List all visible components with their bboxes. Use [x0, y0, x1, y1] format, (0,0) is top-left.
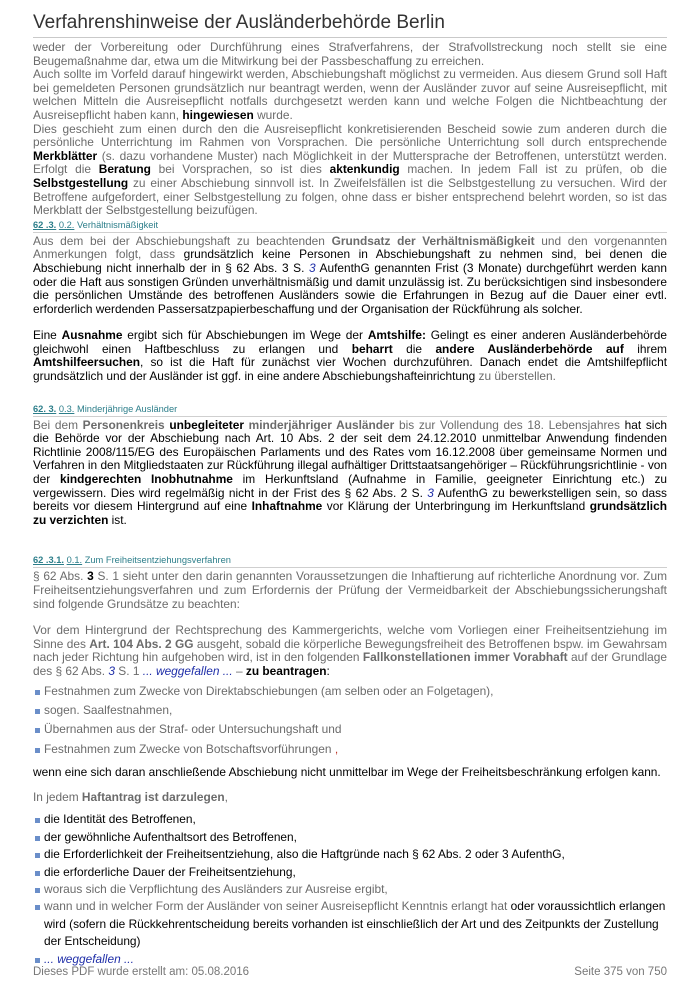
- list-item: die erforderliche Dauer der Freiheitsentziehung,: [33, 864, 667, 881]
- section-heading-verhaeltnismaessigkeit: 62 .3. 0.2. Verhältnismäßigkeit: [33, 219, 667, 233]
- verhaeltnismaessigkeit-paragraph: Aus dem bei der Abschiebungshaft zu beachtenden Grundsatz der Verhältnismäßigkeit und den vorgenannten Anmerkungen folgt, dass grundsätzlich keine Personen in Abschiebungshaft zu nehmen sind, bei denen die Abschiebung nicht innerhalb der in § 62 Abs. 3 S. 3 AufenthG genannten Frist (3 Monate) durchgeführt werden kann oder die Haft aus sonstigen Gründen unverhältnismäßig und damit unzulässig ist. Zu berücksichtigen sind insbesondere die persönlichen Umstände des betroffenen Ausländers sowie die Erfahrungen in Bezug auf die Dauer einer evtl. erforderlich werdenden Passersatzpapierbeschaffung und der Organisation der Rückführung als solcher.: [33, 233, 667, 316]
- list-item: ... weggefallen ...: [33, 951, 667, 968]
- list-item: der gewöhnliche Aufenthaltsort des Betroffenen,: [33, 829, 667, 846]
- page-footer: [33, 966, 667, 978]
- page-title: Verfahrenshinweise der Ausländerbehörde Berlin: [33, 12, 445, 33]
- header-divider: [33, 37, 667, 38]
- list-item: Festnahmen zum Zwecke von Botschaftsvorführungen ,: [33, 740, 667, 759]
- section-heading-minderjaehrige: 62. 3. 0.3. Minderjährige Ausländer: [33, 403, 667, 417]
- document-body: [33, 41, 667, 968]
- footer-page-number: Seite 375 von 750: [574, 966, 667, 978]
- vorabhaft-paragraph: Vor dem Hintergrund der Rechtsprechung des Kammergerichts, welche vom Vorliegen einer Freiheitsentziehung im Sinne des Art. 104 Abs. 2 GG ausgeht, sobald die körperliche Bewegungsfreiheit des Betroffenen bspw. im Gewahrsam nach jeder Richtung hin aufgehoben wird, ist in den folgenden Fallkonstellationen immer Vorabhaft auf der Grundlage des § 62 Abs. 3 S. 1 ... weggefallen ... – zu beantragen:: [33, 623, 667, 678]
- haftantrag-paragraph: In jedem Haftantrag ist darzulegen,: [33, 789, 228, 804]
- freiheitsentziehung-intro: § 62 Abs. 3 S. 1 sieht unter den darin genannten Voraussetzungen die Inhaftierung auf richterliche Anordnung vor. Zum Freiheitsentziehungsverfahren und zum Erfordernis der Prüfung der Vermeidbarkeit der Abschiebungssicherungshaft sind folgende Grundsätze zu beachten:: [33, 569, 667, 611]
- list-item: wann und in welcher Form der Ausländer von seiner Ausreisepflicht Kenntnis erlangt hat oder voraussichtlich erlangen wird (sofern die Rückkehrentscheidung bereits vorhanden ist einschließlich der Art und des Zeitpunkts der Zustellung der Entscheidung): [33, 898, 667, 950]
- list-item: woraus sich die Verpflichtung des Ausländers zur Ausreise ergibt,: [33, 881, 667, 898]
- intro-paragraph-3: Dies geschieht zum einen durch den die Ausreisepflicht konkretisierenden Bescheid sowie zum anderen durch die persönliche Unterrichtung im Rahmen von Vorsprachen. Die persönliche Unterrichtung soll durch entsprechende Merkblätter (s. dazu vorhandene Muster) nach Möglichkeit in der Muttersprache der Betroffenen, unterstützt werden. Erfolgt die Beratung bei Vorsprachen, so ist dies aktenkundig machen. In jedem Fall ist zu prüfen, ob die Selbstgestellung zu einer Abschiebung sinnvoll ist. In Zweifelsfällen ist die Selbstgestellung zu versuchen. Wird der Betroffene aufgefordert, einer Selbstgestellung zu folgen, ohne dass er bisher entsprechend belehrt worden, so ist das Merkblatt der Selbstgestellung beizufügen.: [33, 121, 667, 218]
- intro-paragraph-1: weder der Vorbereitung oder Durchführung eines Strafverfahrens, der Strafvollstreckung noch stellt sie eine Beugemaßnahme dar, etwa um die Mitwirkung bei der Passbeschaffung zu erreichen.: [33, 40, 667, 68]
- footer-created-date: Dieses PDF wurde erstellt am: 05.08.2016: [33, 966, 250, 978]
- list-item: die Identität des Betroffenen,: [33, 811, 667, 828]
- unmittelbar-paragraph: wenn eine sich daran anschließende Abschiebung nicht unmittelbar im Wege der Freiheitsbeschränkung erfolgen kann.: [33, 765, 661, 780]
- amtshilfe-paragraph: Eine Ausnahme ergibt sich für Abschiebungen im Wege der Amtshilfe: Gelingt es einer anderen Ausländerbehörde gleichwohl einen Haftbeschluss zu erlangen und beharrt die andere Ausländerbehörde auf ihrem Amtshilfeersuchen, so ist die Haft für zunächst vier Wochen durchzuführen. Danach endet die Amtshilfepflicht grundsätzlich und der Ausländer ist ggf. in eine andere Abschiebungshafteinrichtung zu überstellen.: [33, 328, 667, 384]
- intro-paragraph-2: Auch sollte im Vorfeld darauf hingewirkt werden, Abschiebungshaft möglichst zu vermeiden. Aus diesem Grund soll Haft bei gemeldeten Personen grundsätzlich nur beantragt werden, wenn der Ausländer zuvor auf seine Ausreisepflicht, mit welchen Mitteln die Ausreisepflicht notfalls durchgesetzt werden kann und welche Folgen die Nichtbeachtung der Ausreisepflicht haben kann, hingewiesen wurde.: [33, 67, 667, 122]
- list-item: die Erforderlichkeit der Freiheitsentziehung, also die Haftgründe nach § 62 Abs. 2 oder 3 AufenthG,: [33, 846, 667, 863]
- list-item: sogen. Saalfestnahmen,: [33, 701, 667, 720]
- list-item: Übernahmen aus der Straf- oder Untersuchungshaft und: [33, 720, 667, 739]
- haftantrag-list: [33, 811, 667, 968]
- vorabhaft-list: [33, 682, 667, 760]
- section-heading-freiheitsentziehungsverfahren: 62 .3.1. 0.1. Zum Freiheitsentziehungsverfahren: [33, 554, 667, 568]
- list-item: Festnahmen zum Zwecke von Direktabschiebungen (am selben oder an Folgetagen),: [33, 682, 667, 701]
- minderjaehrige-paragraph: Bei dem Personenkreis unbegleiteter minderjähriger Ausländer bis zur Vollendung des 18. Lebensjahres hat sich die Behörde vor der Abschiebung nach Art. 10 Abs. 2 der seit dem 24.12.2010 unmittelbar Anwendung findenden Richtlinie 2008/115/EG des Europäischen Parlaments und des Rates vom 16.12.2008 über gemeinsame Normen und Verfahren in den Mitgliedstaaten zur Rückführung illegal aufhältiger Drittstaatsangehöriger – Rückführungsrichtlinie - von der kindgerechten Inobhutnahme im Herkunftsland (Aufnahme in Familie, geeigneter Einrichtung etc.) zu vergewissern. Dies wird regelmäßig nicht in der Frist des § 62 Abs. 2 S. 3 AufenthG zu bewerkstelligen sein, so dass bereits vor diesem Hintergrund auf eine Inhaftnahme vor Klärung der Unterbringung im Herkunftsland grundsätzlich zu verzichten ist.: [33, 417, 668, 527]
